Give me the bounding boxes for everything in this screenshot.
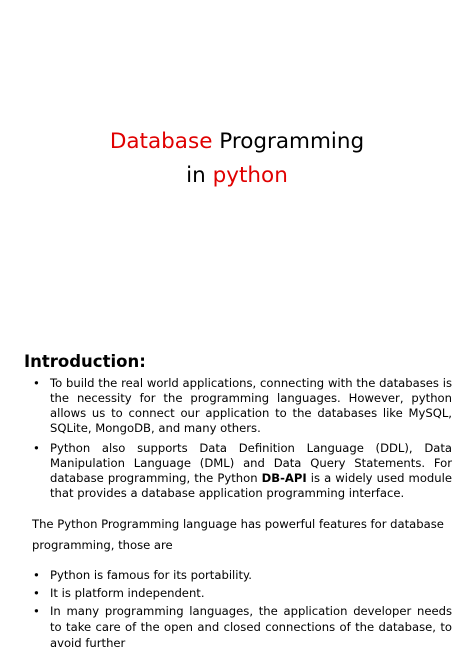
bullet-text: In many programming languages, the application developer needs to take care of the open and closed connections of the database, to avoid further <box>50 604 452 650</box>
bullet-icon: • <box>33 441 40 455</box>
bullet-text-part-2: is a widely used module that provides a database application programming interface. <box>50 471 452 500</box>
list-item <box>0 603 474 651</box>
title-word-database: Database <box>109 129 213 154</box>
bullet-icon: • <box>33 604 40 618</box>
list-item <box>0 441 474 501</box>
bullet-text: Python is famous for its portability. <box>50 568 252 582</box>
page-title-line-2 <box>0 163 474 189</box>
list-item <box>0 585 474 601</box>
introduction-bullet-list <box>0 376 474 501</box>
features-bullet-list <box>0 567 474 651</box>
title-word-python: python <box>212 163 288 188</box>
bullet-icon: • <box>33 568 40 582</box>
list-item <box>0 376 474 436</box>
bullet-icon: • <box>33 586 40 600</box>
list-item <box>0 567 474 583</box>
bullet-text: To build the real world applications, connecting with the databases is the necessity for the programming languages. However, python allows us to connect our application to the databases like MySQL, SQLite, MongoDB, and many others. <box>50 376 452 435</box>
title-word-programming: Programming <box>212 129 365 154</box>
features-paragraph: The Python Programming language has powerful features for database programming, those are <box>32 517 444 552</box>
bullet-text-bold-dbapi: DB-API <box>261 471 307 485</box>
bullet-icon: • <box>33 376 40 390</box>
bullet-text: It is platform independent. <box>50 586 205 600</box>
page-title-line-1 <box>0 129 474 155</box>
title-word-in: in <box>186 163 213 188</box>
bullet-text-part-1: Python also supports Data Definition Language (DDL), Data Manipulation Language (DML) and Data Query Statements. For database programming, the Python <box>50 441 452 485</box>
introduction-heading: Introduction: <box>24 352 146 371</box>
